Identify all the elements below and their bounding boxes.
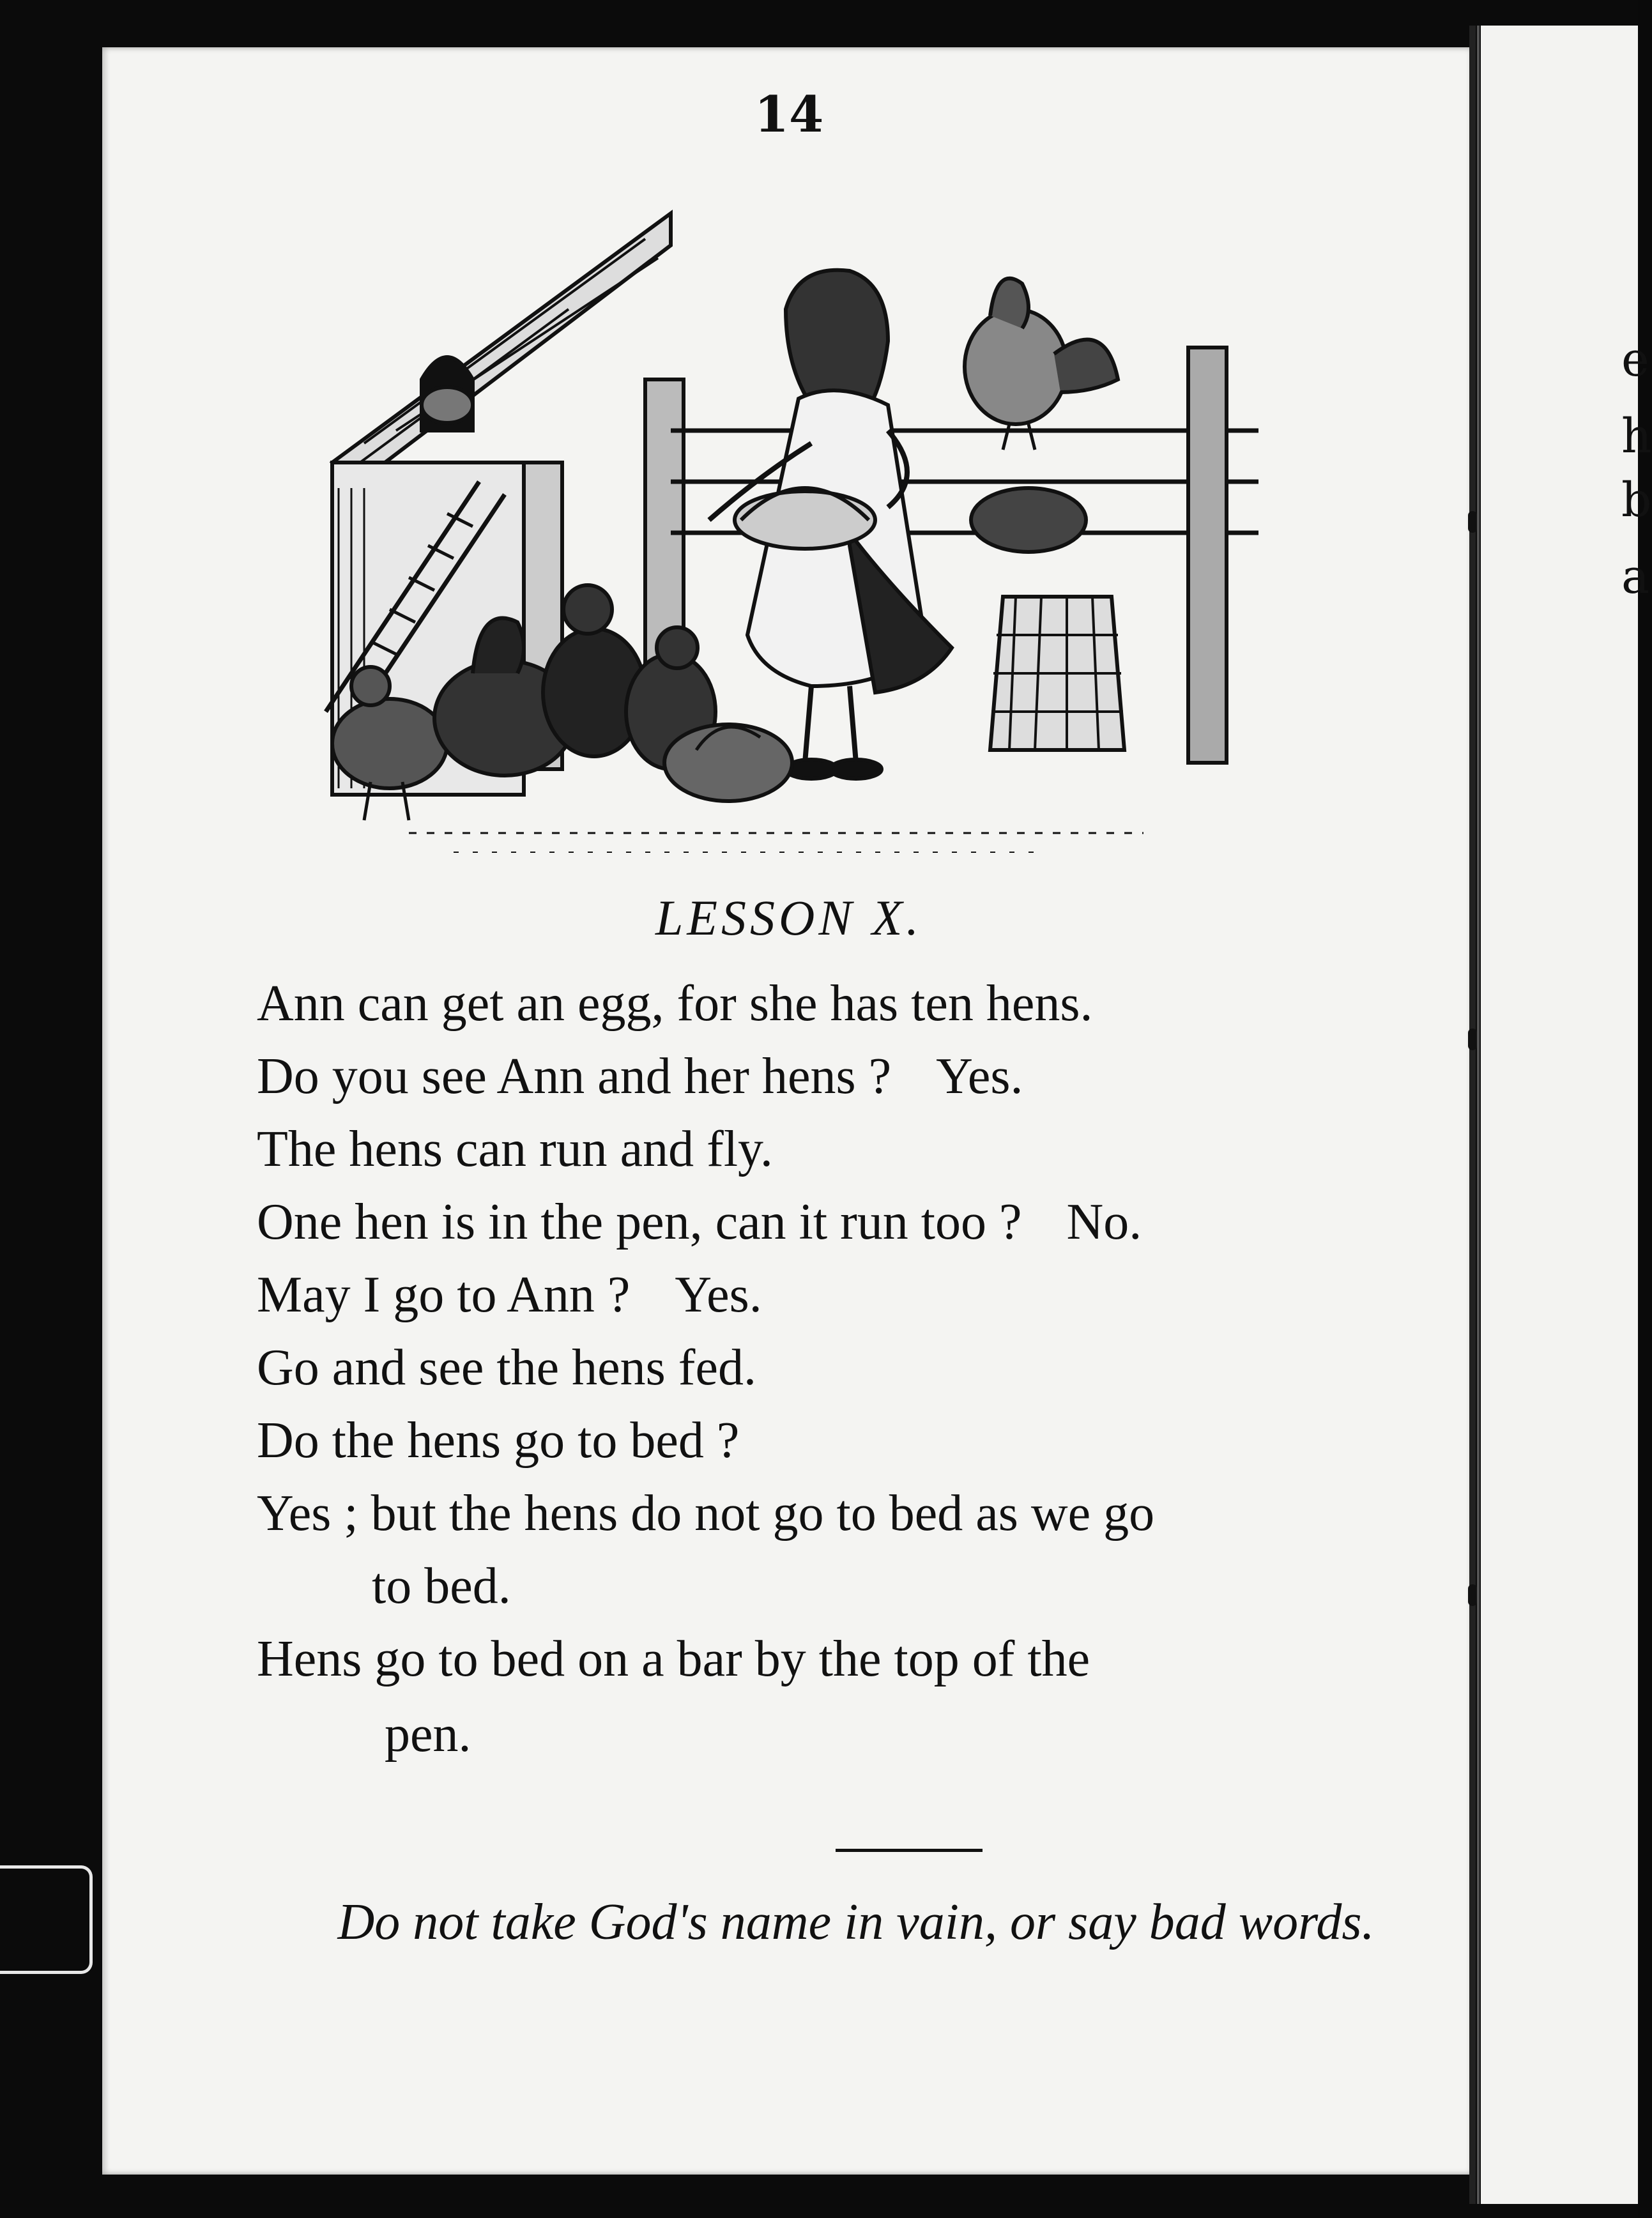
lesson-line-text: The hens can run and fly. — [257, 1121, 773, 1177]
illustration-girl-feeding-hens — [313, 188, 1278, 891]
lesson-line-text: Ann can get an egg, for she has ten hens. — [257, 975, 1093, 1032]
lesson-line-answer: Yes. — [675, 1267, 762, 1323]
section-divider — [836, 1849, 983, 1852]
lesson-line-answer: Yes. — [936, 1048, 1023, 1105]
lesson-line-7 — [257, 1404, 1445, 1477]
lesson-line-text: Do you see Ann and her hens ? — [257, 1048, 892, 1105]
lesson-line-9-continuation: pen. — [385, 1706, 471, 1763]
lesson-line-8-continuation: to bed. — [372, 1558, 511, 1614]
lesson-line-4 — [257, 1186, 1445, 1258]
facing-page-letter: e — [1621, 332, 1649, 387]
lesson-line-text: Do the hens go to bed ? — [257, 1412, 740, 1469]
spine-binding-mark — [1468, 1029, 1477, 1050]
lesson-body — [257, 967, 1445, 1771]
facing-page-letter: h — [1621, 409, 1652, 464]
lesson-line-8 — [257, 1477, 1445, 1550]
spine-binding-mark — [1468, 511, 1477, 533]
lesson-line-text: One hen is in the pen, can it run too ? — [257, 1194, 1022, 1250]
left-edge-mark — [0, 1865, 93, 1974]
facing-page-letter: a — [1621, 549, 1650, 604]
lesson-title: LESSON X. — [655, 890, 923, 945]
lesson-line-text: Go and see the hens fed. — [257, 1340, 756, 1396]
lesson-line-3 — [257, 1113, 1445, 1186]
facing-page-letter: b — [1621, 473, 1652, 528]
lesson-line-5 — [257, 1258, 1445, 1331]
book-page — [102, 47, 1476, 2175]
lesson-line-9: Hens go to bed on a bar by the top of the — [257, 1631, 1090, 1687]
lesson-line-text: May I go to Ann ? — [257, 1267, 631, 1323]
book-spine — [1469, 26, 1476, 2204]
lesson-line-1 — [257, 967, 1445, 1040]
lesson-line-6 — [257, 1331, 1445, 1404]
lesson-line-text: Yes ; but the hens do not go to bed as we go — [257, 1485, 1155, 1541]
page-number: 14 — [754, 86, 824, 144]
lesson-line-answer: No. — [1066, 1194, 1142, 1250]
facing-page-edge — [1481, 26, 1638, 2204]
moral-text: Do not take God's name in vain, or say bad words. — [337, 1894, 1375, 1950]
spine-binding-mark — [1468, 1584, 1477, 1606]
lesson-line-2 — [257, 1040, 1445, 1113]
